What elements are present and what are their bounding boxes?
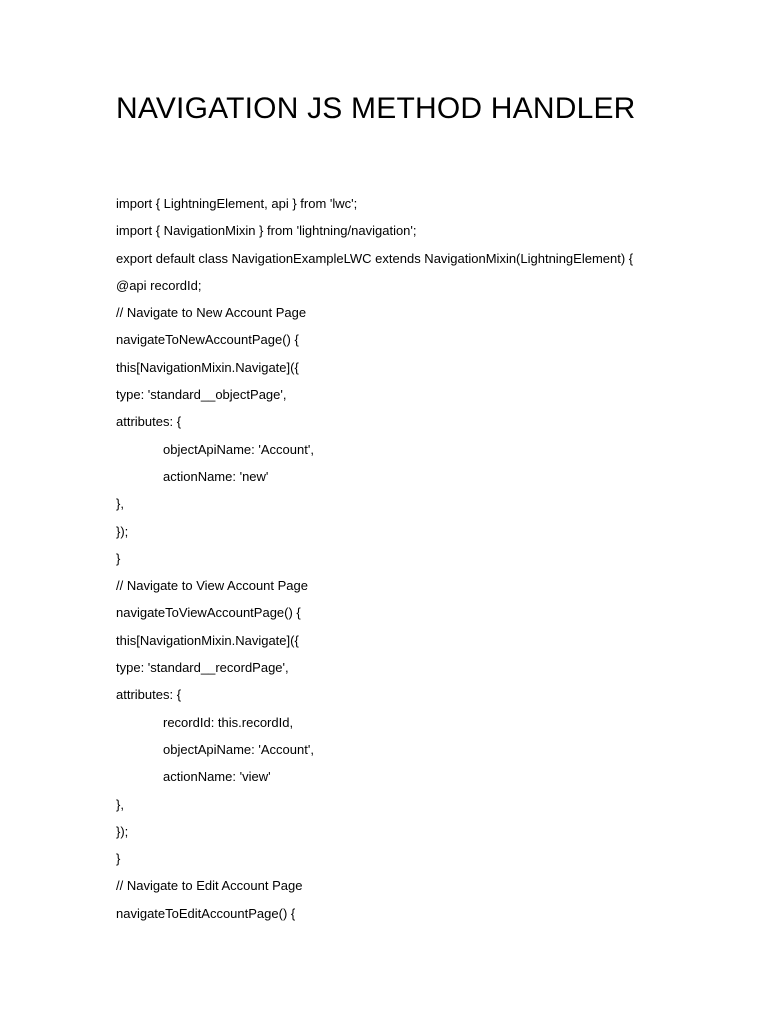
code-line: type: 'standard__objectPage', [116, 387, 287, 403]
code-listing [116, 194, 756, 931]
code-line: navigateToEditAccountPage() { [116, 905, 296, 921]
code-line: recordId: this.recordId, [163, 714, 294, 730]
code-line: objectApiName: 'Account', [163, 741, 314, 757]
code-line: actionName: 'view' [163, 769, 271, 785]
code-line: this[NavigationMixin.Navigate]({ [116, 632, 299, 648]
code-line: }, [116, 496, 124, 512]
code-line: actionName: 'new' [163, 468, 269, 484]
code-line: import { LightningElement, api } from 'lwc'; [116, 196, 358, 211]
code-line: // Navigate to New Account Page [116, 305, 307, 321]
code-line: attributes: { [116, 687, 182, 703]
code-line: }); [116, 523, 129, 539]
code-line: }, [116, 796, 124, 812]
document-title: NAVIGATION JS METHOD HANDLER [116, 92, 636, 125]
code-line: // Navigate to Edit Account Page [116, 878, 303, 894]
code-line: navigateToNewAccountPage() { [116, 332, 299, 348]
code-line: } [116, 851, 121, 867]
code-line: }); [116, 823, 129, 839]
code-line: type: 'standard__recordPage', [116, 660, 289, 676]
code-line: import { NavigationMixin } from 'lightning/navigation'; [116, 223, 417, 239]
code-line: export default class NavigationExampleLWC extends NavigationMixin(LightningElement) { [116, 250, 634, 266]
code-line: objectApiName: 'Account', [163, 441, 314, 457]
code-line: attributes: { [116, 414, 182, 430]
code-line: this[NavigationMixin.Navigate]({ [116, 359, 299, 375]
code-line: // Navigate to View Account Page [116, 578, 308, 594]
code-line: navigateToViewAccountPage() { [116, 605, 301, 621]
code-line: } [116, 550, 121, 566]
code-line: @api recordId; [116, 277, 202, 293]
